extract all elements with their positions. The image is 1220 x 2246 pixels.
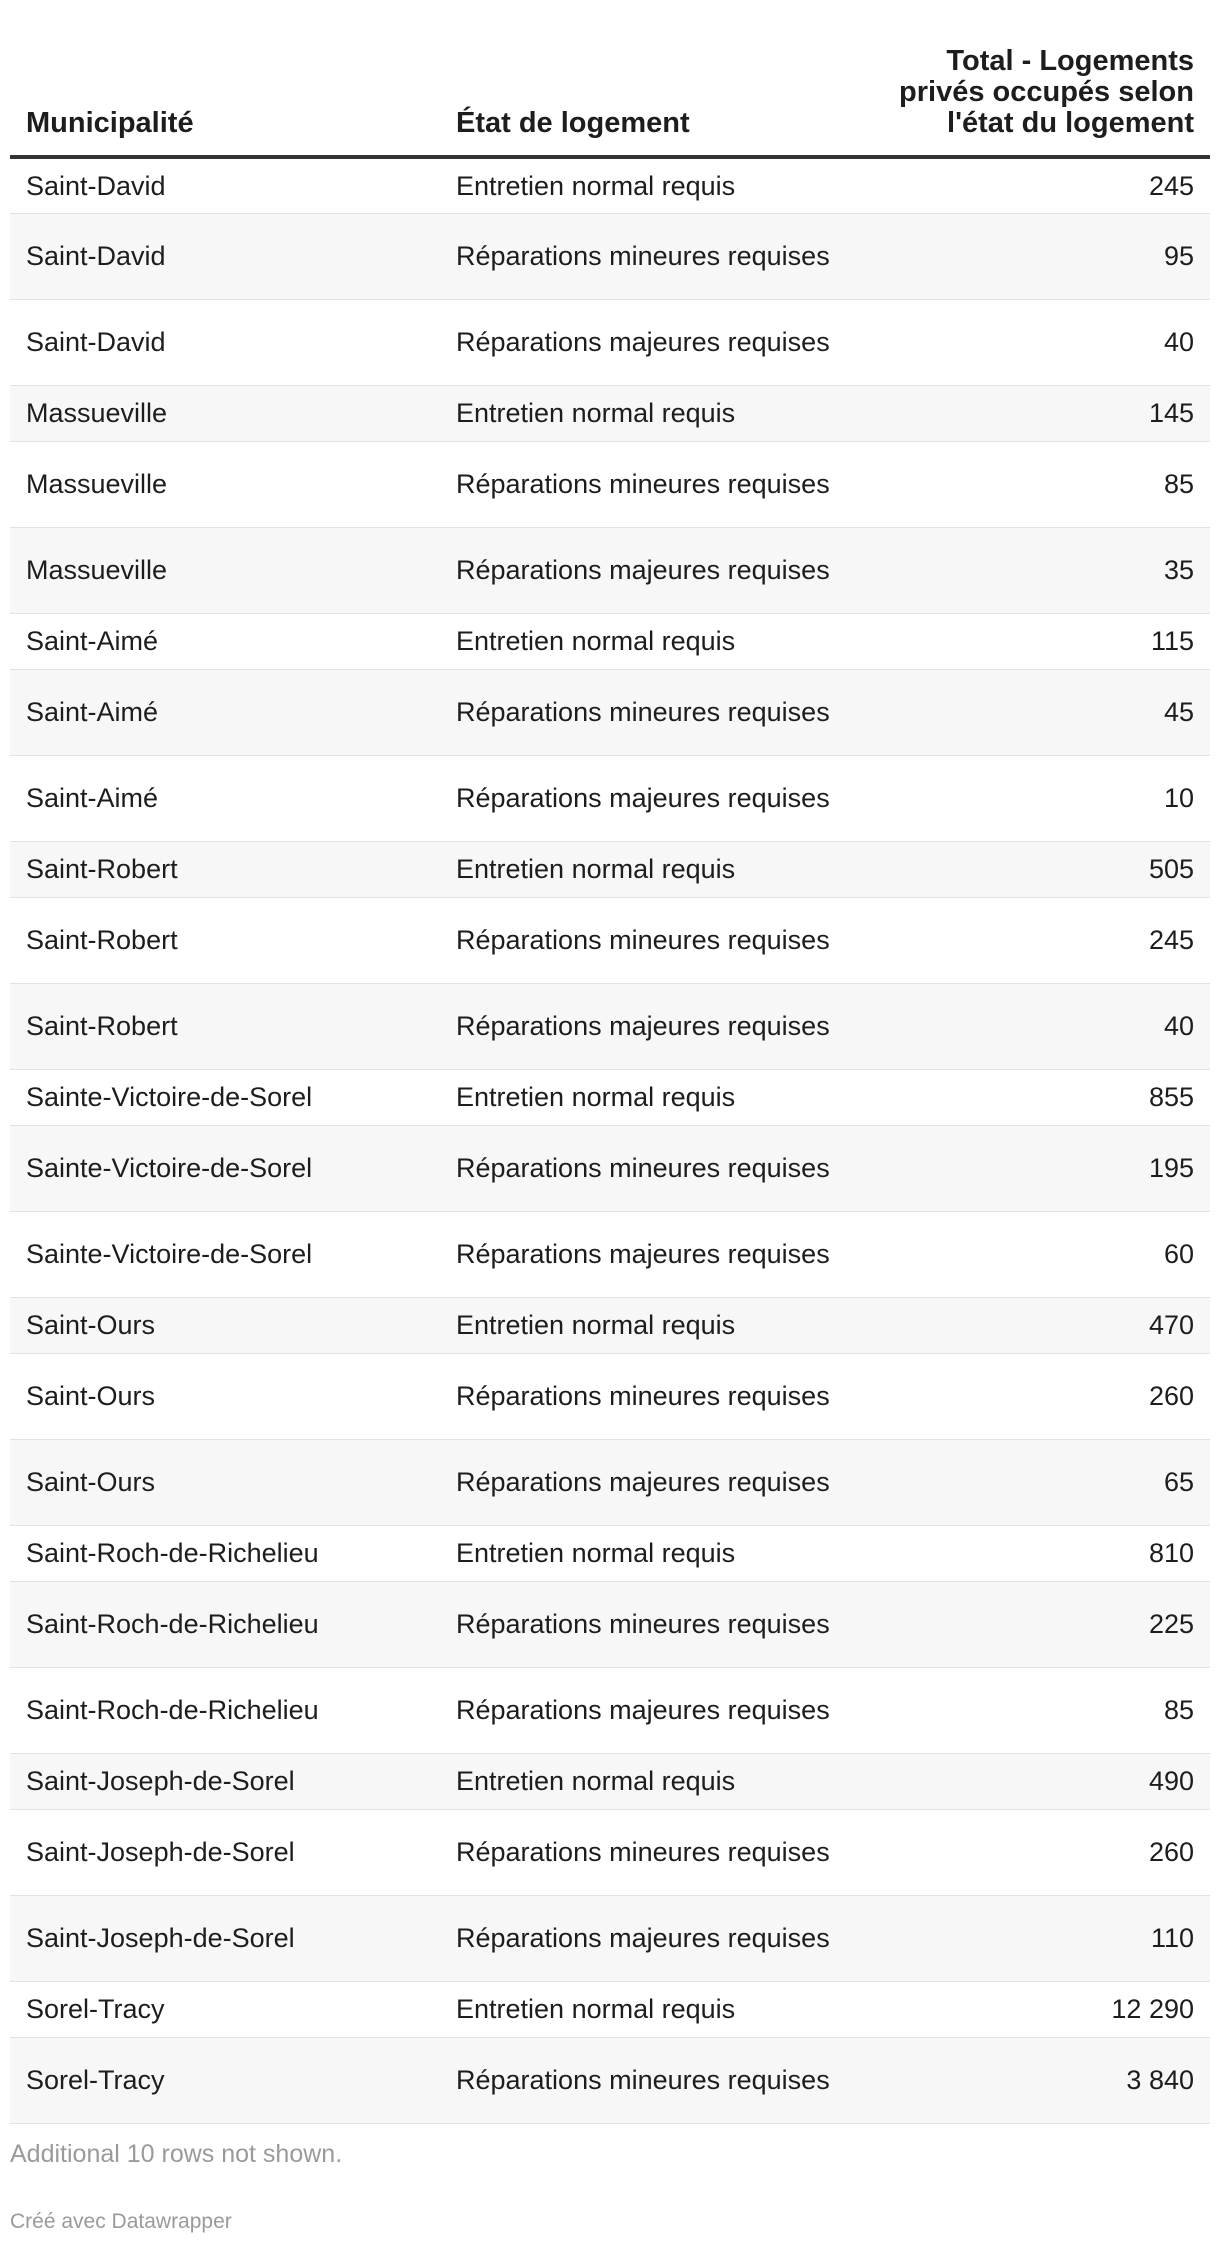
table-notes: Additional 10 rows not shown. [10, 2140, 343, 2168]
table-row [10, 841, 1210, 897]
cell-municipality: Saint-Aimé [10, 669, 440, 755]
cell-municipality: Saint-Robert [10, 897, 440, 983]
cell-total: 225 [870, 1581, 1210, 1667]
cell-state: Réparations mineures requises [440, 1125, 870, 1211]
table-row [10, 213, 1210, 299]
cell-state: Réparations mineures requises [440, 669, 870, 755]
cell-state: Réparations mineures requises [440, 1809, 870, 1895]
cell-municipality: Saint-Joseph-de-Sorel [10, 1895, 440, 1981]
cell-state: Entretien normal requis [440, 1753, 870, 1809]
cell-state: Réparations mineures requises [440, 1581, 870, 1667]
table-row [10, 1525, 1210, 1581]
cell-total: 10 [870, 755, 1210, 841]
table-row [10, 613, 1210, 669]
cell-municipality: Saint-Robert [10, 841, 440, 897]
cell-municipality: Saint-Aimé [10, 755, 440, 841]
table-row [10, 1981, 1210, 2037]
cell-state: Réparations mineures requises [440, 2037, 870, 2123]
table-row [10, 1069, 1210, 1125]
cell-municipality: Saint-Roch-de-Richelieu [10, 1581, 440, 1667]
cell-municipality: Massueville [10, 441, 440, 527]
cell-state: Entretien normal requis [440, 157, 870, 213]
cell-municipality: Saint-Roch-de-Richelieu [10, 1525, 440, 1581]
cell-municipality: Sainte-Victoire-de-Sorel [10, 1125, 440, 1211]
cell-state: Entretien normal requis [440, 1069, 870, 1125]
cell-state: Entretien normal requis [440, 1525, 870, 1581]
table-row [10, 669, 1210, 755]
cell-state: Entretien normal requis [440, 841, 870, 897]
cell-total: 3 840 [870, 2037, 1210, 2123]
table-row [10, 1353, 1210, 1439]
table-body [10, 157, 1210, 2123]
cell-municipality: Saint-David [10, 157, 440, 213]
table-row [10, 441, 1210, 527]
cell-total: 245 [870, 897, 1210, 983]
cell-state: Réparations mineures requises [440, 213, 870, 299]
credit-link[interactable]: Créé avec Datawrapper [10, 2210, 232, 2233]
cell-total: 85 [870, 1667, 1210, 1753]
cell-total: 810 [870, 1525, 1210, 1581]
cell-municipality: Saint-Ours [10, 1297, 440, 1353]
column-header-municipality[interactable]: Municipalité [10, 40, 440, 157]
cell-state: Réparations mineures requises [440, 897, 870, 983]
table-row [10, 1667, 1210, 1753]
cell-state: Réparations majeures requises [440, 1211, 870, 1297]
cell-state: Entretien normal requis [440, 613, 870, 669]
cell-total: 95 [870, 213, 1210, 299]
cell-state: Réparations mineures requises [440, 1353, 870, 1439]
table-row [10, 755, 1210, 841]
cell-total: 65 [870, 1439, 1210, 1525]
cell-total: 35 [870, 527, 1210, 613]
table-row [10, 299, 1210, 385]
cell-municipality: Sorel-Tracy [10, 2037, 440, 2123]
cell-total: 45 [870, 669, 1210, 755]
cell-total: 145 [870, 385, 1210, 441]
cell-total: 40 [870, 299, 1210, 385]
cell-municipality: Saint-Ours [10, 1353, 440, 1439]
cell-state: Réparations majeures requises [440, 1667, 870, 1753]
cell-municipality: Sainte-Victoire-de-Sorel [10, 1069, 440, 1125]
cell-total: 245 [870, 157, 1210, 213]
cell-municipality: Massueville [10, 527, 440, 613]
cell-state: Réparations majeures requises [440, 1895, 870, 1981]
cell-total: 115 [870, 613, 1210, 669]
cell-total: 260 [870, 1353, 1210, 1439]
cell-total: 505 [870, 841, 1210, 897]
cell-total: 855 [870, 1069, 1210, 1125]
table-row [10, 1895, 1210, 1981]
cell-total: 490 [870, 1753, 1210, 1809]
cell-municipality: Saint-Joseph-de-Sorel [10, 1809, 440, 1895]
table-row [10, 1809, 1210, 1895]
cell-state: Réparations majeures requises [440, 983, 870, 1069]
table-row [10, 385, 1210, 441]
cell-total: 85 [870, 441, 1210, 527]
table-row [10, 897, 1210, 983]
cell-municipality: Saint-David [10, 299, 440, 385]
cell-municipality: Saint-Aimé [10, 613, 440, 669]
table-row [10, 157, 1210, 213]
cell-state: Réparations majeures requises [440, 755, 870, 841]
table-row [10, 527, 1210, 613]
cell-state: Réparations majeures requises [440, 1439, 870, 1525]
cell-total: 470 [870, 1297, 1210, 1353]
cell-total: 195 [870, 1125, 1210, 1211]
column-header-total[interactable]: Total - Logements privés occupés selon l'état du logement [870, 40, 1210, 157]
table-row [10, 2037, 1210, 2123]
cell-municipality: Saint-Robert [10, 983, 440, 1069]
cell-state: Entretien normal requis [440, 1981, 870, 2037]
cell-state: Réparations majeures requises [440, 299, 870, 385]
cell-municipality: Saint-Joseph-de-Sorel [10, 1753, 440, 1809]
cell-state: Réparations majeures requises [440, 527, 870, 613]
header-row [10, 40, 1210, 157]
column-header-state[interactable]: État de logement [440, 40, 870, 157]
cell-municipality: Saint-David [10, 213, 440, 299]
table-row [10, 1581, 1210, 1667]
table-row [10, 1753, 1210, 1809]
cell-state: Réparations mineures requises [440, 441, 870, 527]
cell-total: 40 [870, 983, 1210, 1069]
cell-municipality: Saint-Ours [10, 1439, 440, 1525]
cell-state: Entretien normal requis [440, 385, 870, 441]
cell-total: 260 [870, 1809, 1210, 1895]
table-row [10, 1297, 1210, 1353]
table-row [10, 1211, 1210, 1297]
table-row [10, 1125, 1210, 1211]
data-table [10, 40, 1210, 2124]
table-header [10, 40, 1210, 157]
cell-municipality: Sainte-Victoire-de-Sorel [10, 1211, 440, 1297]
table-row [10, 1439, 1210, 1525]
cell-state: Entretien normal requis [440, 1297, 870, 1353]
table-row [10, 983, 1210, 1069]
cell-municipality: Sorel-Tracy [10, 1981, 440, 2037]
cell-municipality: Massueville [10, 385, 440, 441]
cell-total: 110 [870, 1895, 1210, 1981]
cell-municipality: Saint-Roch-de-Richelieu [10, 1667, 440, 1753]
cell-total: 60 [870, 1211, 1210, 1297]
cell-total: 12 290 [870, 1981, 1210, 2037]
